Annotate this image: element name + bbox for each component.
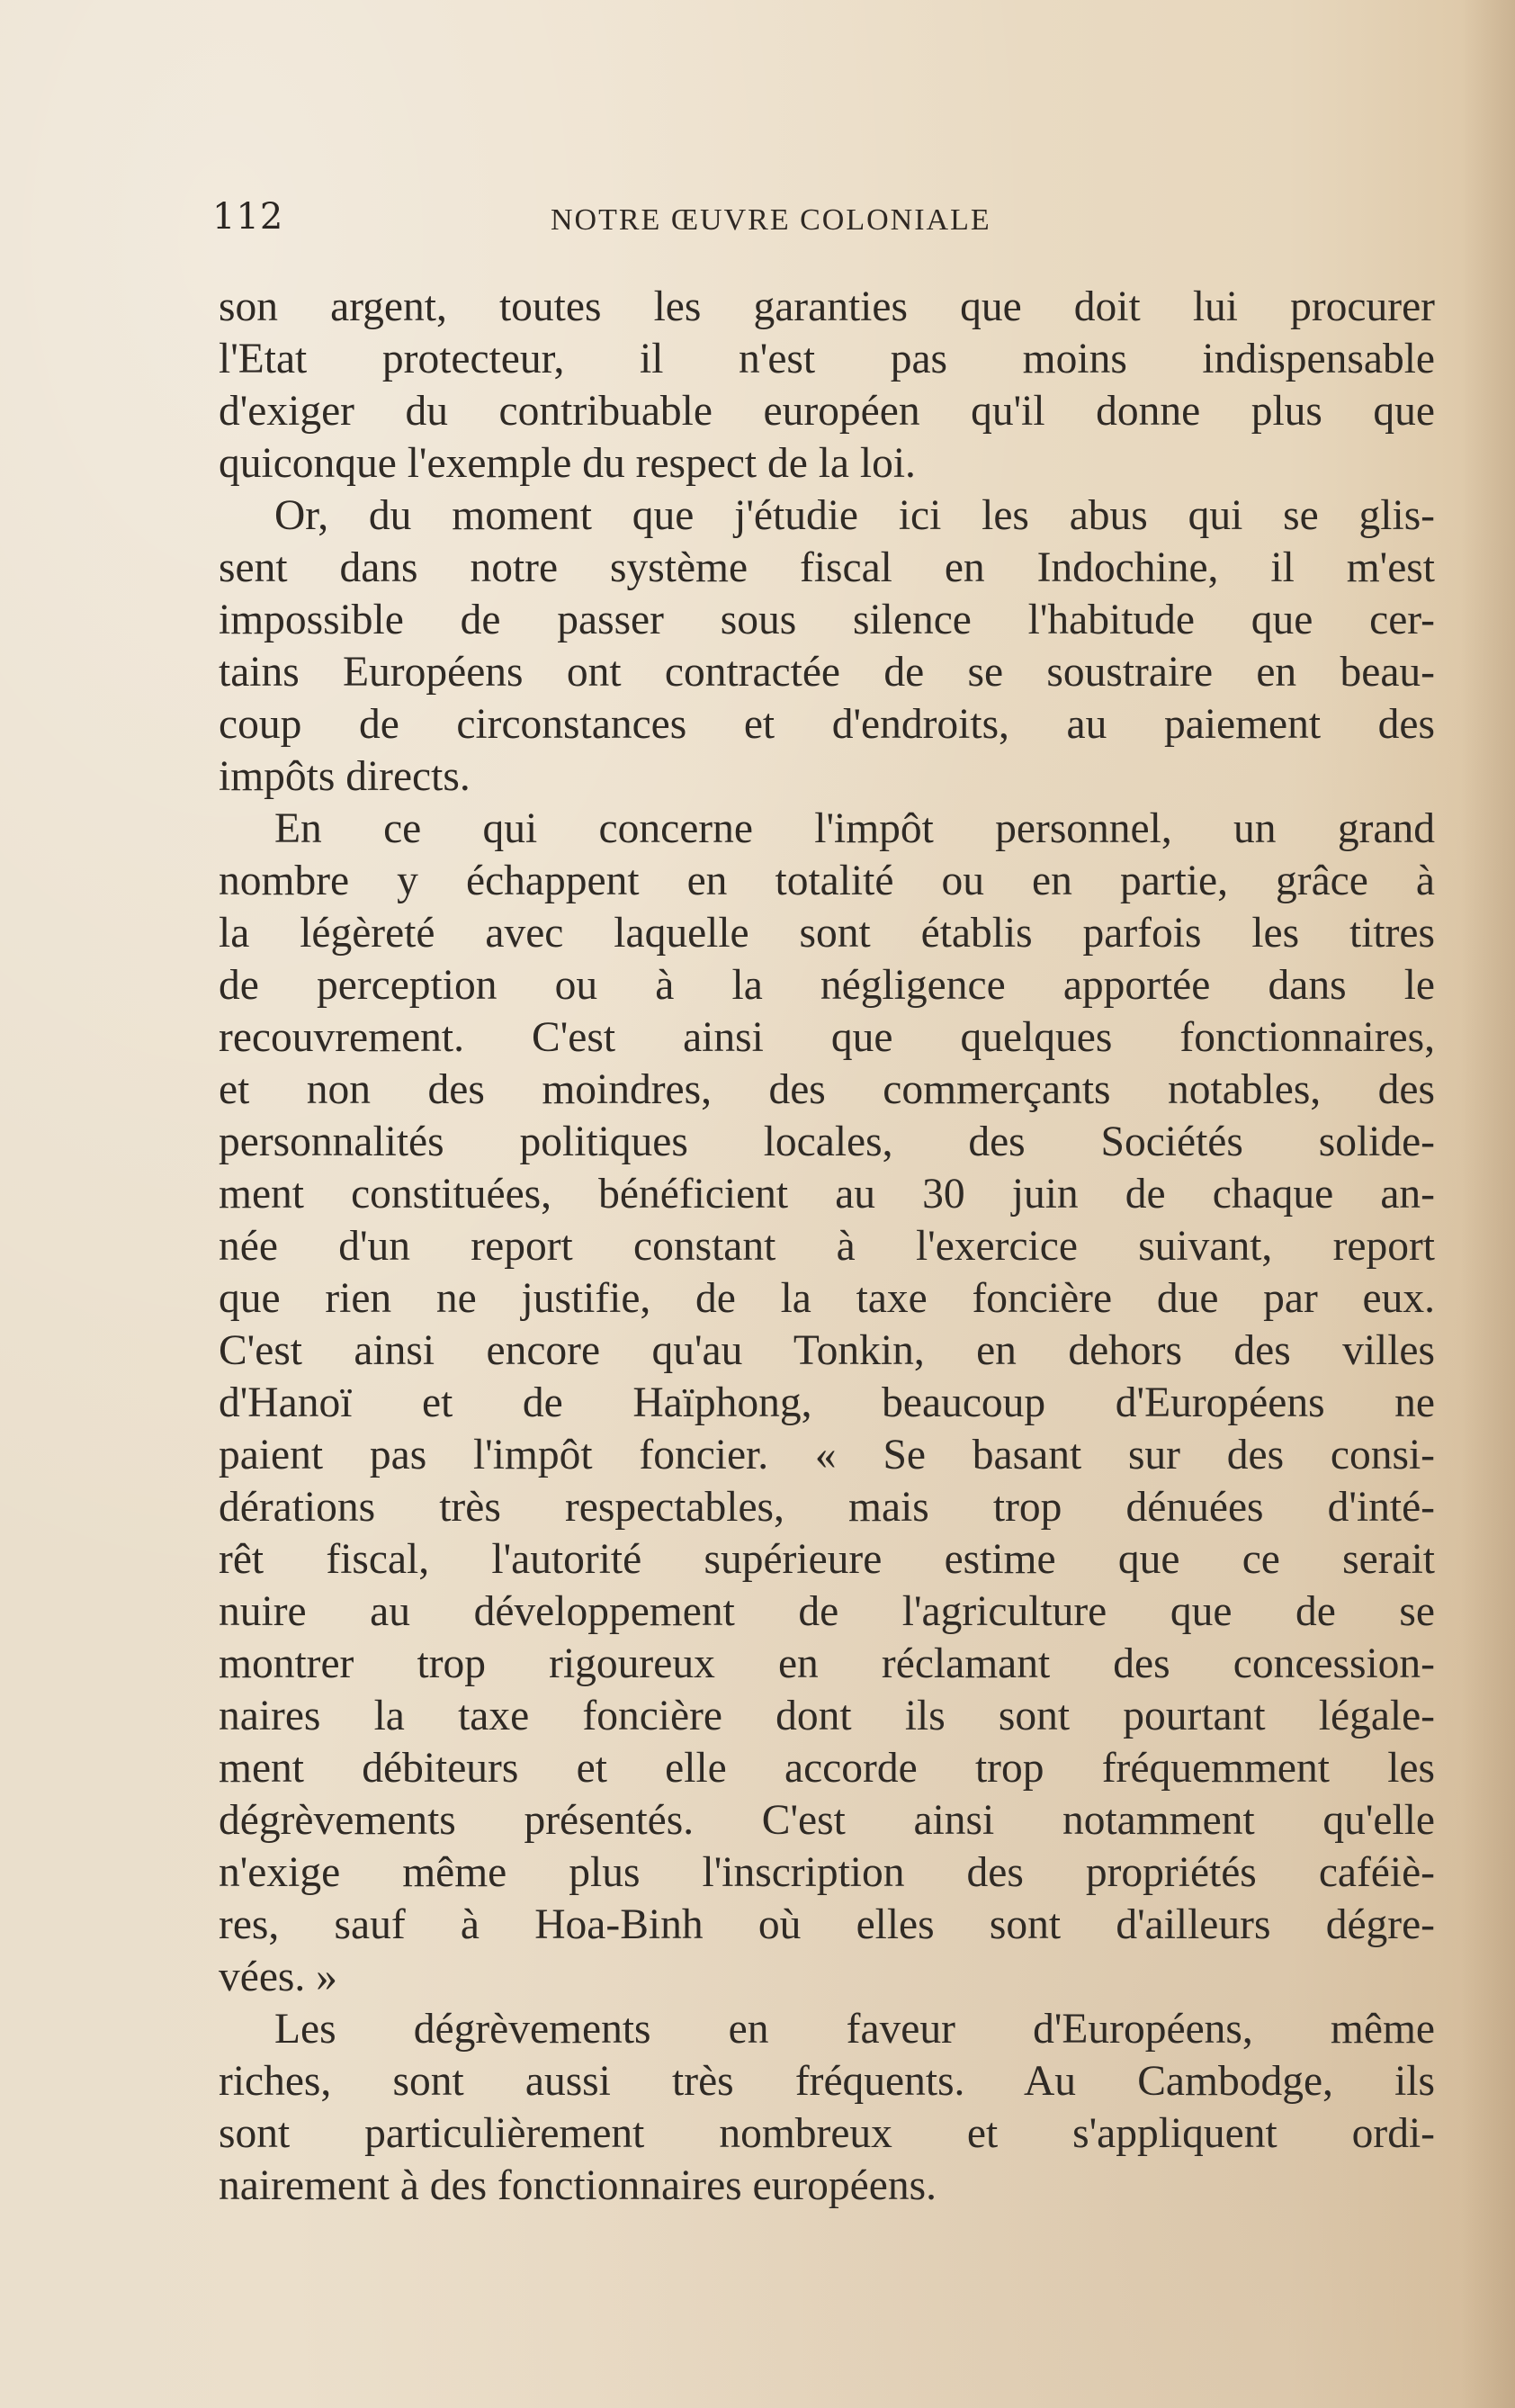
text-line: montrer trop rigoureux en réclamant des concession-	[219, 1640, 1435, 1687]
text-line: coup de circonstances et d'endroits, au paiement des	[219, 701, 1435, 748]
text-line: d'exiger du contribuable européen qu'il donne plus que	[219, 388, 1435, 435]
text-line: res, sauf à Hoa-Binh où elles sont d'ailleurs dégre-	[219, 1901, 1435, 1948]
text-line: personnalités politiques locales, des Sociétés solide-	[219, 1119, 1435, 1165]
text-line: paient pas l'impôt foncier. « Se basant sur des consi-	[219, 1432, 1435, 1478]
text-line: que rien ne justifie, de la taxe foncière due par eux.	[219, 1275, 1435, 1322]
text-line: dégrèvements présentés. C'est ainsi notamment qu'elle	[219, 1797, 1435, 1844]
running-title: NOTRE ŒUVRE COLONIALE	[551, 203, 991, 237]
text-line: ment constituées, bénéficient au 30 juin de chaque an-	[219, 1171, 1435, 1217]
text-line: Or, du moment que j'étudie ici les abus qui se glis-	[274, 492, 1435, 539]
text-line: naires la taxe foncière dont ils sont pourtant légale-	[219, 1693, 1435, 1739]
text-line: C'est ainsi encore qu'au Tonkin, en dehors des villes	[219, 1327, 1435, 1374]
text-line: rêt fiscal, l'autorité supérieure estime que ce serait	[219, 1536, 1435, 1583]
page-header	[212, 189, 1418, 243]
text-line: riches, sont aussi très fréquents. Au Cambodge, ils	[219, 2058, 1435, 2105]
text-line: tains Européens ont contractée de se soustraire en beau-	[219, 649, 1435, 696]
text-line: nombre y échappent en totalité ou en partie, grâce à	[219, 858, 1435, 904]
text-line: impôts directs.	[219, 753, 471, 800]
text-line: la légèreté avec laquelle sont établis parfois les titres	[219, 910, 1435, 957]
text-line: son argent, toutes les garanties que doit lui procurer	[219, 283, 1435, 330]
text-line: de perception ou à la négligence apportée dans le	[219, 962, 1435, 1009]
text-line: n'exige même plus l'inscription des propriétés caféiè-	[219, 1849, 1435, 1896]
page-number: 112	[212, 196, 284, 238]
text-line: vées. »	[219, 1954, 337, 2000]
page-edge-shadow	[1461, 0, 1515, 2408]
text-line: et non des moindres, des commerçants notables, des	[219, 1066, 1435, 1113]
text-line: dérations très respectables, mais trop dénuées d'inté-	[219, 1484, 1435, 1531]
text-line: sont particulièrement nombreux et s'appliquent ordi-	[219, 2110, 1435, 2157]
body-text	[219, 281, 1435, 2212]
text-line: impossible de passer sous silence l'habitude que cer-	[219, 597, 1435, 643]
text-line: ment débiteurs et elle accorde trop fréquemment les	[219, 1745, 1435, 1792]
text-line: l'Etat protecteur, il n'est pas moins indispensable	[219, 336, 1435, 382]
text-line: sent dans notre système fiscal en Indochine, il m'est	[219, 544, 1435, 591]
text-line: nairement à des fonctionnaires européens.	[219, 2162, 937, 2209]
text-line: En ce qui concerne l'impôt personnel, un grand	[274, 805, 1435, 852]
text-line: nuire au développement de l'agriculture que de se	[219, 1588, 1435, 1635]
text-line: née d'un report constant à l'exercice suivant, report	[219, 1223, 1435, 1270]
text-line: quiconque l'exemple du respect de la loi.	[219, 440, 916, 487]
text-line: Les dégrèvements en faveur d'Européens, même	[274, 2006, 1435, 2053]
text-line: d'Hanoï et de Haïphong, beaucoup d'Européens ne	[219, 1379, 1435, 1426]
text-line: recouvrement. C'est ainsi que quelques fonctionnaires,	[219, 1014, 1435, 1061]
